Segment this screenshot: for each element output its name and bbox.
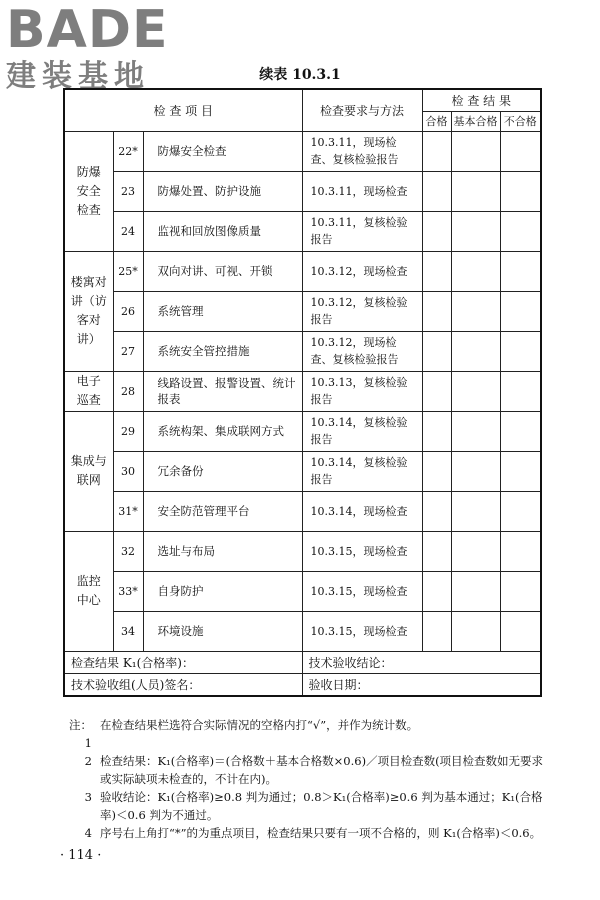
result-basic-pass-cell[interactable] [451,611,500,651]
table-row [64,331,541,371]
item-name: 自身防护 [143,571,302,611]
table-row [64,571,541,611]
table-row [64,131,541,171]
inspection-table [63,88,542,697]
item-name: 系统构架、集成联网方式 [143,411,302,451]
result-pass-cell[interactable] [422,531,451,571]
table-row [64,611,541,651]
result-basic-pass-cell[interactable] [451,531,500,571]
header-result: 检 查 结 果 [422,89,541,111]
header-pass: 合格 [422,111,451,131]
category-cell [64,371,113,411]
category-line: 安全 [76,183,101,198]
item-method: 10.3.14，复核检验报告 [302,411,422,451]
result-basic-pass-cell[interactable] [451,491,500,531]
item-method: 10.3.15，现场检查 [302,571,422,611]
result-basic-pass-cell[interactable] [451,331,500,371]
note-text: 检查结果：K₁(合格率)＝(合格数＋基本合格数×0.6)／项目检查数(项目检查数如无要求或实际缺项未检查的，不计在内)。 [100,754,544,786]
item-method: 10.3.11，现场检查 [302,171,422,211]
footer-row [64,673,541,696]
table-row [64,251,541,291]
result-pass-cell[interactable] [422,291,451,331]
result-fail-cell[interactable] [500,571,541,611]
table-row [64,531,541,571]
note-item [66,752,546,788]
result-basic-pass-cell[interactable] [451,131,500,171]
item-number: 26 [113,291,143,331]
note-text: 序号右上角打“*”的为重点项目，检查结果只要有一项不合格的，则 K₁(合格率)＜0.6。 [100,826,542,840]
item-name: 双向对讲、可视、开锁 [143,251,302,291]
item-number: 30 [113,451,143,491]
note-label: 3 [84,790,92,804]
date-label: 验收日期： [302,673,541,696]
result-basic-pass-cell[interactable] [451,211,500,251]
item-number: 23 [113,171,143,211]
category-line: 巡查 [76,393,101,407]
note-text: 在检查结果栏选符合实际情况的空格内打“√”，并作为统计数。 [100,718,419,732]
item-method: 10.3.13，复核检验报告 [302,371,422,411]
item-number: 27 [113,331,143,371]
category-line: 防爆 [76,164,101,179]
table-row [64,291,541,331]
item-name: 冗余备份 [143,451,302,491]
watermark-brand: BADE [6,0,169,60]
category-line: 客对 [76,313,101,327]
item-method: 10.3.12，现场检查、复核检验报告 [302,331,422,371]
item-number: 22* [113,131,143,171]
footer-row [64,651,541,673]
note-item [66,824,546,842]
item-method: 10.3.11，复核检验报告 [302,211,422,251]
category-line: 讲（访 [70,294,107,308]
result-pass-cell[interactable] [422,411,451,451]
result-pass-cell[interactable] [422,331,451,371]
item-number: 31* [113,491,143,531]
result-pass-cell[interactable] [422,131,451,171]
note-label: 4 [84,826,92,840]
result-fail-cell[interactable] [500,531,541,571]
note-text: 验收结论：K₁(合格率)≥0.8 判为通过；0.8＞K₁(合格率)≥0.6 判为基本通过；K₁(合格率)＜0.6 判为不通过。 [100,790,543,822]
item-method: 10.3.14，现场检查 [302,491,422,531]
result-pass-cell[interactable] [422,211,451,251]
result-pass-cell[interactable] [422,371,451,411]
result-fail-cell[interactable] [500,371,541,411]
header-item: 检 查 项 目 [64,89,302,131]
item-name: 系统安全管控措施 [143,331,302,371]
category-line: 检查 [76,202,101,217]
notes [66,716,546,842]
item-name: 安全防范管理平台 [143,491,302,531]
category-cell [64,531,113,651]
item-name: 监视和回放图像质量 [143,211,302,251]
note-item [66,788,546,824]
item-method: 10.3.15，现场检查 [302,611,422,651]
result-pass-cell[interactable] [422,611,451,651]
result-pass-cell[interactable] [422,171,451,211]
item-name: 系统管理 [143,291,302,331]
result-fail-cell[interactable] [500,131,541,171]
item-number: 33* [113,571,143,611]
table-row [64,451,541,491]
category-cell [64,251,113,371]
item-name: 选址与布局 [143,531,302,571]
item-name: 防爆处置、防护设施 [143,171,302,211]
category-line: 中心 [76,593,101,607]
category-line: 讲） [76,332,101,346]
page-number: · 114 · [60,848,102,863]
category-line: 联网 [76,473,101,487]
item-name: 环境设施 [143,611,302,651]
table-row [64,211,541,251]
item-number: 29 [113,411,143,451]
note-item [66,716,546,752]
result-basic-pass-cell[interactable] [451,411,500,451]
item-number: 28 [113,371,143,411]
result-basic-pass-cell[interactable] [451,171,500,211]
header-method: 检查要求与方法 [302,89,422,131]
note-label: 注：1 [69,718,92,750]
item-method: 10.3.14，复核检验报告 [302,451,422,491]
result-basic-pass-cell[interactable] [451,251,500,291]
item-method: 10.3.12，现场检查 [302,251,422,291]
result-basic-pass-cell[interactable] [451,451,500,491]
result-fail-cell[interactable] [500,211,541,251]
watermark-subtitle: 建装基地 [6,59,150,94]
table-title: 续表 10.3.1 [259,67,341,83]
result-basic-pass-cell[interactable] [451,571,500,611]
result-pass-cell[interactable] [422,571,451,611]
result-fail-cell[interactable] [500,251,541,291]
result-fail-cell[interactable] [500,611,541,651]
result-basic-pass-cell[interactable] [451,371,500,411]
item-name: 线路设置、报警设置、统计报表 [143,371,302,411]
team-signature-label: 技术验收组(人员)签名： [64,673,302,696]
table-row [64,491,541,531]
result-fail-cell[interactable] [500,291,541,331]
table-row [64,171,541,211]
category-cell [64,131,113,251]
result-pass-cell[interactable] [422,451,451,491]
item-name: 防爆安全检查 [143,131,302,171]
item-method: 10.3.11，现场检查、复核检验报告 [302,131,422,171]
result-pass-cell[interactable] [422,251,451,291]
category-cell [64,411,113,531]
item-number: 32 [113,531,143,571]
item-number: 24 [113,211,143,251]
result-fail-cell[interactable] [500,171,541,211]
item-method: 10.3.12，复核检验报告 [302,291,422,331]
category-line: 集成与 [70,454,107,468]
category-line: 电子 [76,374,101,388]
result-fail-cell[interactable] [500,411,541,451]
table-row [64,371,541,411]
result-fail-cell[interactable] [500,331,541,371]
item-number: 25* [113,251,143,291]
result-rate-label: 检查结果 K₁(合格率)： [64,651,302,673]
category-line: 监控 [76,574,101,588]
header-fail: 不合格 [500,111,541,131]
result-basic-pass-cell[interactable] [451,291,500,331]
category-line: 楼寓对 [70,275,107,289]
conclusion-label: 技术验收结论： [302,651,541,673]
header-basic-pass: 基本合格 [451,111,500,131]
result-fail-cell[interactable] [500,491,541,531]
result-pass-cell[interactable] [422,491,451,531]
note-label: 2 [84,754,92,768]
item-number: 34 [113,611,143,651]
table-row [64,411,541,451]
result-fail-cell[interactable] [500,451,541,491]
item-method: 10.3.15，现场检查 [302,531,422,571]
